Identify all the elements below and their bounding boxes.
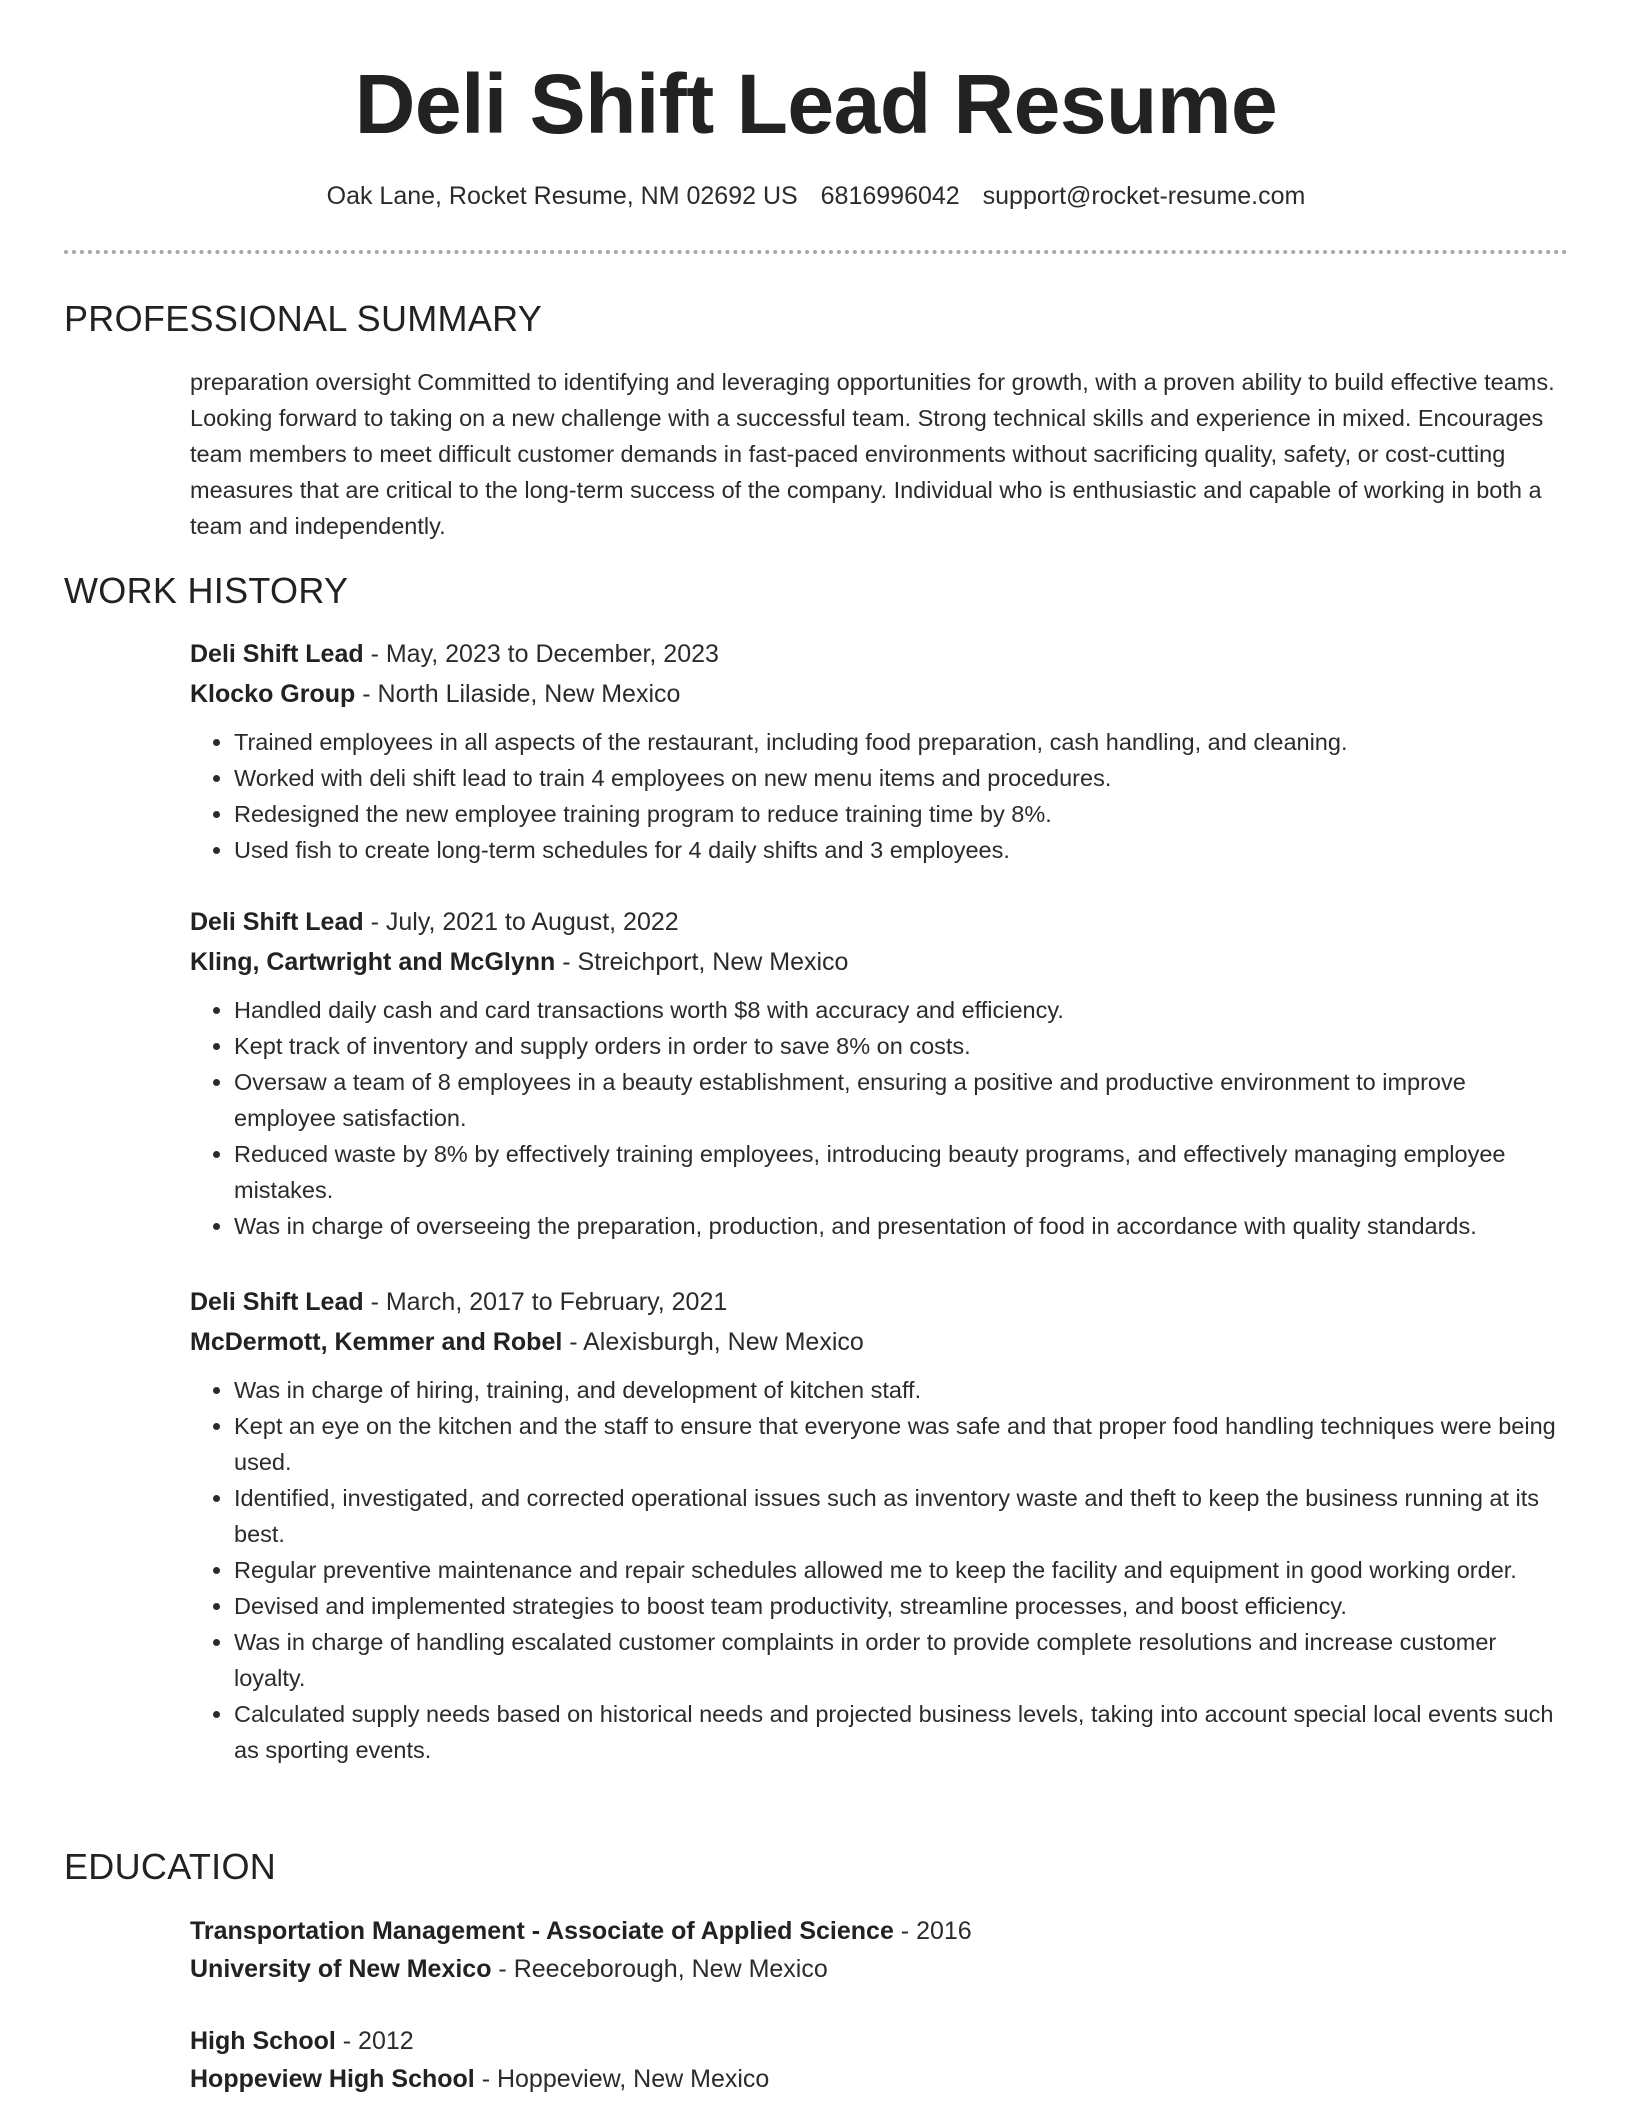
job-entry: [190, 634, 1568, 868]
job-dates: - July, 2021 to August, 2022: [363, 908, 679, 936]
job-bullet: • Kept track of inventory and supply orders in order to save 8% on costs.: [234, 1028, 1568, 1064]
education-year: - 2016: [893, 1917, 972, 1945]
education-degree-line: [190, 1912, 1568, 1950]
education-school-line: [190, 1950, 1568, 1988]
education-school: Hoppeview High School: [190, 2065, 475, 2093]
job-title-line: [190, 902, 1568, 942]
job-bullet: • Identified, investigated, and corrected operational issues such as inventory waste and theft to keep the business running at its best.: [234, 1480, 1568, 1552]
job-role: Deli Shift Lead: [190, 908, 364, 936]
job-bullet: • Used fish to create long-term schedules for 4 daily shifts and 3 employees.: [234, 832, 1568, 868]
contact-phone: 6816996042: [820, 182, 960, 210]
education-school: University of New Mexico: [190, 1955, 492, 1983]
job-dates: - May, 2023 to December, 2023: [363, 640, 719, 668]
job-location: - Streichport, New Mexico: [555, 948, 849, 976]
job-entry: [190, 902, 1568, 1244]
job-bullet: • Regular preventive maintenance and repair schedules allowed me to keep the facility and equipment in good working order.: [234, 1552, 1568, 1588]
education-entry: [190, 2022, 1568, 2098]
job-role: Deli Shift Lead: [190, 640, 364, 668]
header-divider: [64, 250, 1568, 254]
job-title-line: [190, 634, 1568, 674]
job-bullet: • Worked with deli shift lead to train 4 employees on new menu items and procedures.: [234, 760, 1568, 796]
job-company: Kling, Cartwright and McGlynn: [190, 948, 556, 976]
job-title-line: [190, 1282, 1568, 1322]
job-bullet: • Reduced waste by 8% by effectively training employees, introducing beauty programs, and effectively managing employee mistakes.: [234, 1136, 1568, 1208]
contact-line: [0, 182, 1632, 211]
education-degree: Transportation Management - Associate of Applied Science: [190, 1917, 894, 1945]
job-role: Deli Shift Lead: [190, 1288, 364, 1316]
education-degree-line: [190, 2022, 1568, 2060]
job-bullet: • Devised and implemented strategies to boost team productivity, streamline processes, and boost efficiency.: [234, 1588, 1568, 1624]
job-entry: [190, 1282, 1568, 1768]
job-bullets: [190, 992, 1568, 1244]
job-bullet: • Was in charge of handling escalated customer complaints in order to provide complete resolutions and increase customer loyalty.: [234, 1624, 1568, 1696]
education-heading: EDUCATION: [64, 1846, 277, 1887]
education-entry: [190, 1912, 1568, 1988]
summary-heading: PROFESSIONAL SUMMARY: [64, 298, 543, 339]
education-year: - 2012: [335, 2027, 414, 2055]
contact-email: support@rocket-resume.com: [982, 182, 1306, 210]
job-bullets: [190, 1372, 1568, 1768]
job-dates: - March, 2017 to February, 2021: [363, 1288, 728, 1316]
education-degree: High School: [190, 2027, 336, 2055]
contact-address: Oak Lane, Rocket Resume, NM 02692 US: [326, 182, 798, 210]
job-bullet: • Trained employees in all aspects of the restaurant, including food preparation, cash handling, and cleaning.: [234, 724, 1568, 760]
education-school-line: [190, 2060, 1568, 2098]
resume-title: Deli Shift Lead Resume: [354, 57, 1278, 151]
summary-text: preparation oversight Committed to identifying and leveraging opportunities for growth, with a proven ability to build effective teams. Looking forward to taking on a new challenge with a successful team. Strong technical skills and experience in mixed. Encourages team members to meet difficult customer demands in fast-paced environments without sacrificing quality, safety, or cost-cutting measures that are critical to the long-term success of the company. Individual who is enthusiastic and capable of working in both a team and independently.: [190, 369, 1555, 539]
job-company: Klocko Group: [190, 680, 356, 708]
job-company-line: [190, 1322, 1568, 1362]
job-bullet: • Oversaw a team of 8 employees in a beauty establishment, ensuring a positive and productive environment to improve employee satisfaction.: [234, 1064, 1568, 1136]
job-company-line: [190, 674, 1568, 714]
job-bullets: [190, 724, 1568, 868]
work-history-heading: WORK HISTORY: [64, 570, 349, 611]
job-location: - Alexisburgh, New Mexico: [562, 1328, 864, 1356]
education-location: - Reeceborough, New Mexico: [491, 1955, 828, 1983]
job-bullet: • Kept an eye on the kitchen and the staff to ensure that everyone was safe and that proper food handling techniques were being used.: [234, 1408, 1568, 1480]
job-bullet: • Was in charge of overseeing the preparation, production, and presentation of food in accordance with quality standards.: [234, 1208, 1568, 1244]
education-location: - Hoppeview, New Mexico: [474, 2065, 770, 2093]
job-bullet: • Calculated supply needs based on historical needs and projected business levels, taking into account special local events such as sporting events.: [234, 1696, 1568, 1768]
job-bullet: • Handled daily cash and card transactions worth $8 with accuracy and efficiency.: [234, 992, 1568, 1028]
job-bullet: • Was in charge of hiring, training, and development of kitchen staff.: [234, 1372, 1568, 1408]
job-company-line: [190, 942, 1568, 982]
job-company: McDermott, Kemmer and Robel: [190, 1328, 563, 1356]
job-location: - North Lilaside, New Mexico: [355, 680, 681, 708]
job-bullet: • Redesigned the new employee training program to reduce training time by 8%.: [234, 796, 1568, 832]
